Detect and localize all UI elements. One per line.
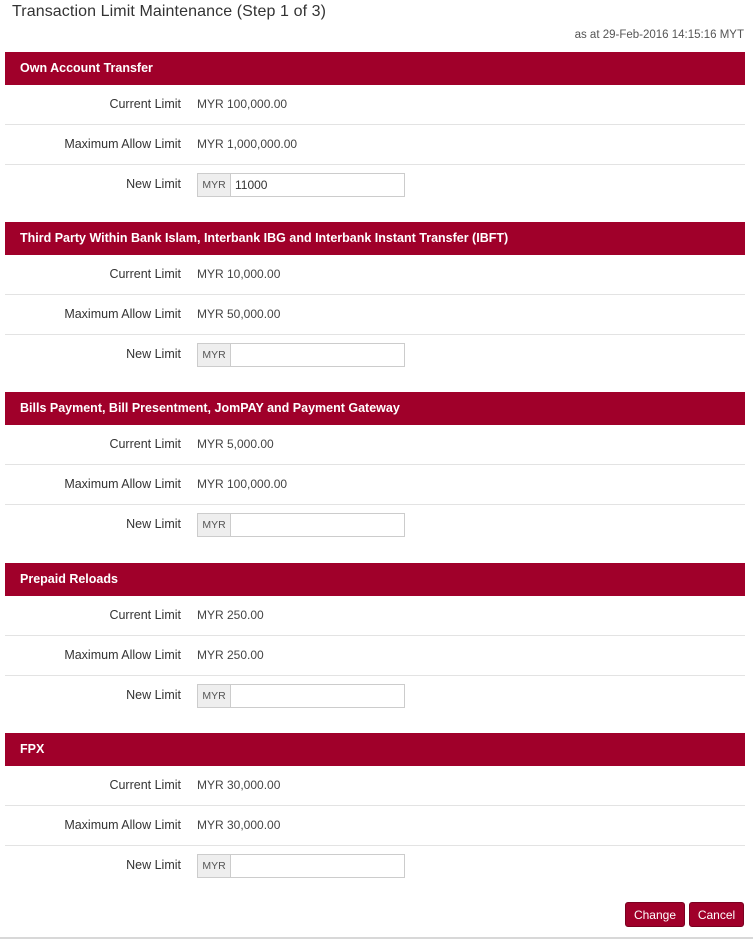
max-limit-value: MYR 50,000.00: [197, 307, 281, 321]
section-third-party-transfer: [5, 222, 745, 374]
current-limit-row: [5, 596, 745, 636]
max-limit-label: Maximum Allow Limit: [64, 477, 181, 491]
page-title: Transaction Limit Maintenance (Step 1 of 3): [12, 3, 327, 20]
new-limit-row: [5, 676, 745, 715]
section-header: FPX: [5, 733, 745, 766]
new-limit-input[interactable]: [231, 855, 404, 877]
new-limit-input[interactable]: [231, 685, 404, 707]
currency-addon: MYR: [198, 685, 231, 707]
new-limit-label: New Limit: [126, 858, 181, 872]
new-limit-label: New Limit: [126, 517, 181, 531]
max-limit-value: MYR 30,000.00: [197, 818, 281, 832]
section-header: Third Party Within Bank Islam, Interbank IBG and Interbank Instant Transfer (IBFT): [5, 222, 745, 255]
current-limit-label: Current Limit: [109, 778, 181, 792]
new-limit-label: New Limit: [126, 688, 181, 702]
section-fpx: [5, 733, 745, 885]
current-limit-value: MYR 100,000.00: [197, 97, 288, 111]
current-limit-label: Current Limit: [109, 608, 181, 622]
current-limit-label: Current Limit: [109, 267, 181, 281]
currency-addon: MYR: [198, 855, 231, 877]
new-limit-input[interactable]: [231, 514, 404, 536]
new-limit-row: [5, 335, 745, 374]
new-limit-input[interactable]: [231, 174, 404, 196]
cancel-button[interactable]: Cancel: [689, 902, 744, 927]
section-header: Bills Payment, Bill Presentment, JomPAY and Payment Gateway: [5, 392, 745, 425]
max-limit-row: [5, 295, 745, 335]
new-limit-label: New Limit: [126, 177, 181, 191]
section-header: Own Account Transfer: [5, 52, 745, 85]
new-limit-row: [5, 846, 745, 885]
new-limit-input-group: [197, 343, 405, 367]
current-limit-value: MYR 10,000.00: [197, 267, 281, 281]
change-button[interactable]: Change: [625, 902, 685, 927]
currency-addon: MYR: [198, 514, 231, 536]
currency-addon: MYR: [198, 344, 231, 366]
section-header: Prepaid Reloads: [5, 563, 745, 596]
current-limit-label: Current Limit: [109, 97, 181, 111]
current-limit-value: MYR 250.00: [197, 608, 264, 622]
current-limit-value: MYR 5,000.00: [197, 437, 274, 451]
max-limit-row: [5, 465, 745, 505]
currency-addon: MYR: [198, 174, 231, 196]
new-limit-input-group: [197, 513, 405, 537]
section-prepaid-reloads: [5, 563, 745, 715]
max-limit-row: [5, 636, 745, 676]
timestamp: as at 29-Feb-2016 14:15:16 MYT: [574, 29, 744, 41]
max-limit-row: [5, 125, 745, 165]
max-limit-label: Maximum Allow Limit: [64, 818, 181, 832]
max-limit-label: Maximum Allow Limit: [64, 648, 181, 662]
new-limit-input-group: [197, 173, 405, 197]
max-limit-value: MYR 100,000.00: [197, 477, 288, 491]
max-limit-label: Maximum Allow Limit: [64, 137, 181, 151]
current-limit-row: [5, 85, 745, 125]
max-limit-value: MYR 250.00: [197, 648, 264, 662]
max-limit-value: MYR 1,000,000.00: [197, 137, 298, 151]
new-limit-input-group: [197, 684, 405, 708]
new-limit-input-group: [197, 854, 405, 878]
current-limit-row: [5, 766, 745, 806]
current-limit-label: Current Limit: [109, 437, 181, 451]
new-limit-input[interactable]: [231, 344, 404, 366]
new-limit-row: [5, 165, 745, 204]
max-limit-label: Maximum Allow Limit: [64, 307, 181, 321]
current-limit-row: [5, 425, 745, 465]
new-limit-label: New Limit: [126, 347, 181, 361]
section-bills-payment: [5, 392, 745, 544]
new-limit-row: [5, 505, 745, 544]
section-own-account-transfer: [5, 52, 745, 204]
current-limit-value: MYR 30,000.00: [197, 778, 281, 792]
max-limit-row: [5, 806, 745, 846]
current-limit-row: [5, 255, 745, 295]
